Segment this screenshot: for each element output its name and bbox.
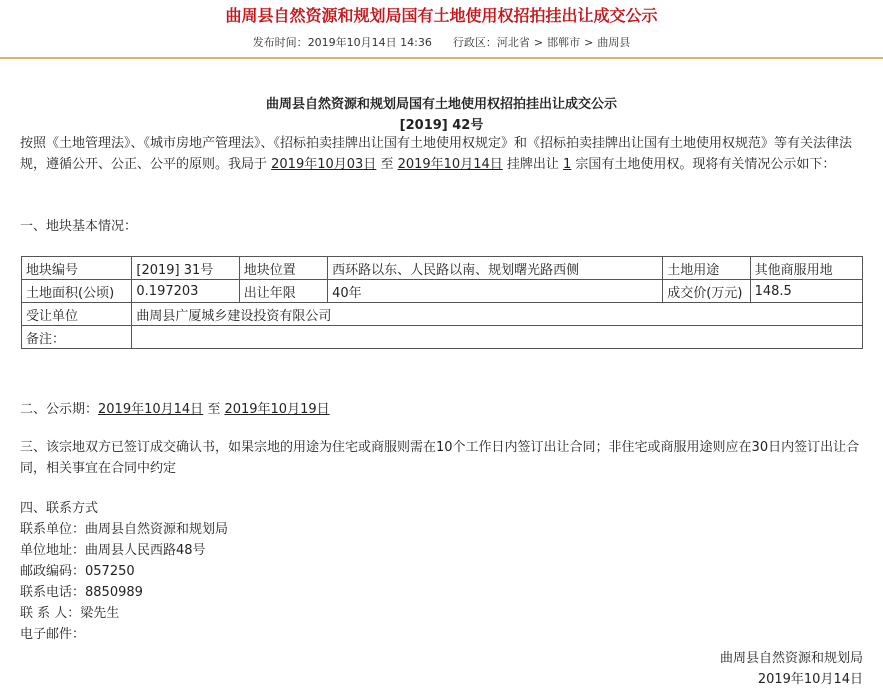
- region-label: 行政区：: [452, 36, 497, 49]
- table-cell: [2019] 31号: [132, 257, 239, 280]
- section2-label: 二、公示期：: [20, 402, 99, 417]
- intro-text: 按照《土地管理法》、《城市房地产管理法》、《招标拍卖挂牌出让国有土地使用权规定》和《招标拍卖挂牌出让国有土地使用权规范》等有关法律法规，遵循公开、公正、公平的原则。我局于: [20, 136, 853, 172]
- table-cell: 其他商服用地: [750, 257, 862, 280]
- meta-row: [0, 34, 883, 50]
- breadcrumb-separator: >: [533, 36, 544, 49]
- table-label: 受让单位: [22, 303, 132, 326]
- table-label: 成交价(万元): [663, 280, 750, 303]
- notice-start-date: 2019年10月14日: [98, 402, 204, 417]
- intro-text: 宗国有土地使用权。现将有关情况公示如下：: [571, 157, 836, 172]
- doc-number: [2019] 42号: [399, 118, 484, 133]
- table-cell: 西环路以东、人民路以南、规划曙光路西侧: [328, 257, 663, 280]
- signature-date: 2019年10月14日: [757, 672, 863, 687]
- header-divider: [0, 57, 883, 59]
- section2-to: 至: [203, 402, 225, 417]
- table-label: 土地用途: [663, 257, 750, 280]
- table-cell: 40年: [328, 280, 663, 303]
- doc-title: 曲周县自然资源和规划局国有土地使用权招拍挂出让成交公示: [265, 97, 617, 112]
- intro-text: 至: [376, 157, 398, 172]
- section1-heading: 一、地块基本情况：: [20, 219, 138, 234]
- parcel-count: 1: [563, 157, 572, 172]
- contact-block: [20, 498, 228, 645]
- listing-start-date: 2019年10月03日: [271, 157, 377, 172]
- contact-postcode: 邮政编码：057250: [20, 564, 135, 579]
- contact-address: 单位地址：曲周县人民西路48号: [20, 543, 206, 558]
- publish-label: 发布时间：: [252, 36, 308, 49]
- contact-phone: 联系电话：8850989: [20, 585, 143, 600]
- contact-person: 联 系 人：梁先生: [20, 606, 120, 621]
- publish-time: 2019年10月14日 14:36: [307, 36, 432, 49]
- table-label: 地块位置: [239, 257, 327, 280]
- page-title: 曲周县自然资源和规划局国有土地使用权招拍挂出让成交公示: [225, 6, 658, 25]
- breadcrumb-separator: >: [584, 36, 594, 49]
- signature-org: 曲周县自然资源和规划局: [719, 651, 863, 666]
- table-label: 地块编号: [22, 257, 132, 280]
- table-row: [22, 280, 863, 303]
- contact-unit: 联系单位：曲周县自然资源和规划局: [20, 522, 229, 537]
- table-row: [22, 303, 863, 326]
- table-cell: [132, 326, 863, 349]
- intro-paragraph: [20, 133, 868, 175]
- section3-paragraph: 三、该宗地双方已签订成交确认书，如果宗地的用途为住宅或商服则需在10个工作日内签订出让合同；非住宅或商服用途则应在30日内签订出让合同，相关事宜在合同中约定: [20, 440, 860, 476]
- region-province-link[interactable]: 河北省: [496, 36, 530, 49]
- table-cell: 148.5: [750, 280, 862, 303]
- notice-end-date: 2019年10月19日: [224, 402, 330, 417]
- table-label: 备注：: [22, 326, 132, 349]
- listing-end-date: 2019年10月14日: [397, 157, 503, 172]
- region-county-link[interactable]: 曲周县: [597, 36, 631, 49]
- parcel-table: [21, 256, 863, 349]
- table-cell: 曲周县广厦城乡建设投资有限公司: [132, 303, 863, 326]
- region-city-link[interactable]: 邯郸市: [547, 36, 581, 49]
- section2: [20, 398, 330, 417]
- table-cell: 0.197203: [132, 280, 239, 303]
- table-row: [22, 326, 863, 349]
- table-row: [22, 257, 863, 280]
- contact-heading: 四、联系方式: [20, 501, 99, 516]
- intro-text: 挂牌出让: [502, 157, 564, 172]
- contact-email: 电子邮件：: [20, 627, 86, 642]
- table-label: 土地面积(公顷): [22, 280, 132, 303]
- table-label: 出让年限: [239, 280, 327, 303]
